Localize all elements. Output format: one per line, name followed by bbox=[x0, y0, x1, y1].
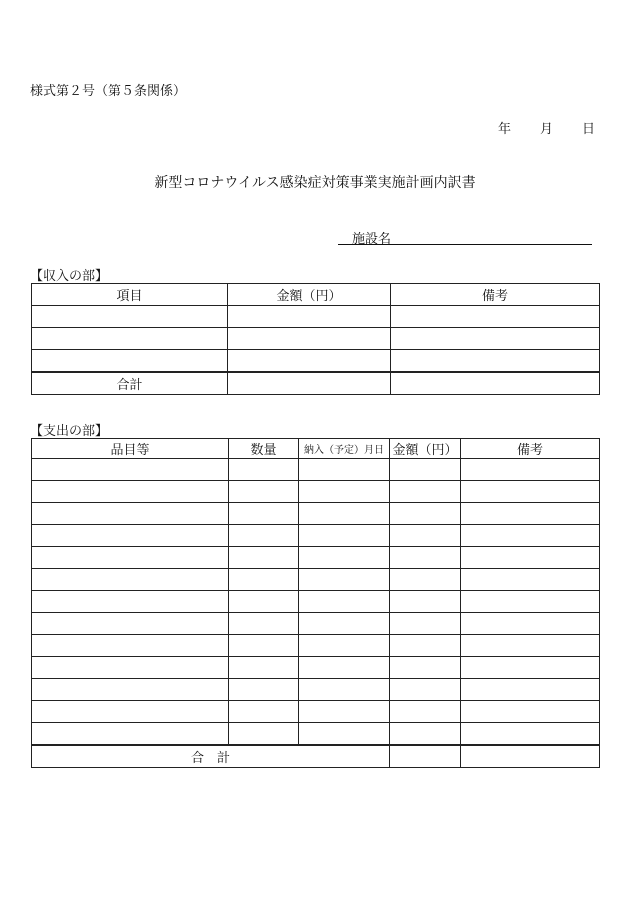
income-row bbox=[32, 306, 600, 328]
income-section-label: 【収入の部】 bbox=[30, 269, 109, 284]
income-header-amount: 金額（円） bbox=[228, 284, 391, 306]
income-table bbox=[31, 283, 600, 395]
expense-cell[interactable] bbox=[32, 459, 229, 481]
income-cell[interactable] bbox=[391, 328, 600, 350]
expense-row bbox=[32, 547, 600, 569]
expense-cell[interactable] bbox=[461, 679, 600, 701]
expense-cell[interactable] bbox=[299, 635, 390, 657]
expense-cell[interactable] bbox=[299, 459, 390, 481]
expense-cell[interactable] bbox=[390, 723, 461, 746]
expense-row bbox=[32, 635, 600, 657]
expense-cell[interactable] bbox=[229, 701, 299, 723]
expense-cell[interactable] bbox=[229, 569, 299, 591]
expense-cell[interactable] bbox=[32, 723, 229, 746]
facility-label: 施設名 bbox=[352, 232, 392, 247]
expense-cell[interactable] bbox=[461, 459, 600, 481]
expense-cell[interactable] bbox=[229, 613, 299, 635]
expense-cell[interactable] bbox=[229, 525, 299, 547]
expense-total-remarks[interactable] bbox=[461, 745, 600, 768]
expense-cell[interactable] bbox=[390, 547, 461, 569]
date-month: 月 bbox=[540, 122, 554, 137]
expense-cell[interactable] bbox=[390, 459, 461, 481]
expense-cell[interactable] bbox=[390, 481, 461, 503]
expense-cell[interactable] bbox=[299, 525, 390, 547]
expense-cell[interactable] bbox=[461, 525, 600, 547]
income-cell[interactable] bbox=[32, 350, 228, 373]
income-total-remarks[interactable] bbox=[391, 372, 600, 395]
expense-row bbox=[32, 613, 600, 635]
expense-cell[interactable] bbox=[461, 657, 600, 679]
income-total-amount[interactable] bbox=[228, 372, 391, 395]
expense-cell[interactable] bbox=[461, 635, 600, 657]
expense-header-amount: 金額（円） bbox=[390, 439, 461, 459]
income-total-label: 合計 bbox=[32, 372, 228, 395]
expense-cell[interactable] bbox=[32, 591, 229, 613]
expense-total-label: 合 計 bbox=[32, 745, 390, 768]
document-title: 新型コロナウイルス感染症対策事業実施計画内訳書 bbox=[154, 175, 476, 191]
expense-cell[interactable] bbox=[299, 503, 390, 525]
expense-header-quantity: 数量 bbox=[229, 439, 299, 459]
income-row bbox=[32, 350, 600, 373]
expense-cell[interactable] bbox=[461, 547, 600, 569]
expense-cell[interactable] bbox=[32, 547, 229, 569]
expense-cell[interactable] bbox=[299, 481, 390, 503]
expense-cell[interactable] bbox=[32, 503, 229, 525]
income-cell[interactable] bbox=[228, 328, 391, 350]
income-total-row bbox=[32, 372, 600, 395]
facility-name-field[interactable] bbox=[338, 228, 592, 245]
expense-header-delivery-date: 納入（予定）月日 bbox=[299, 439, 390, 459]
expense-cell[interactable] bbox=[299, 591, 390, 613]
expense-row bbox=[32, 481, 600, 503]
expense-cell[interactable] bbox=[229, 635, 299, 657]
expense-table bbox=[31, 438, 600, 768]
expense-cell[interactable] bbox=[229, 503, 299, 525]
expense-cell[interactable] bbox=[229, 459, 299, 481]
expense-header-row bbox=[32, 439, 600, 459]
income-cell[interactable] bbox=[228, 306, 391, 328]
income-row bbox=[32, 328, 600, 350]
expense-cell[interactable] bbox=[390, 657, 461, 679]
income-header-remarks: 備考 bbox=[391, 284, 600, 306]
income-cell[interactable] bbox=[228, 350, 391, 373]
expense-row bbox=[32, 525, 600, 547]
expense-header-item: 品目等 bbox=[32, 439, 229, 459]
expense-cell[interactable] bbox=[229, 481, 299, 503]
expense-cell[interactable] bbox=[299, 657, 390, 679]
expense-cell[interactable] bbox=[461, 569, 600, 591]
expense-cell[interactable] bbox=[390, 525, 461, 547]
income-cell[interactable] bbox=[391, 306, 600, 328]
expense-cell[interactable] bbox=[229, 657, 299, 679]
expense-cell[interactable] bbox=[32, 481, 229, 503]
income-cell[interactable] bbox=[32, 306, 228, 328]
expense-cell[interactable] bbox=[390, 591, 461, 613]
expense-row bbox=[32, 591, 600, 613]
expense-total-amount[interactable] bbox=[390, 745, 461, 768]
expense-cell[interactable] bbox=[229, 723, 299, 746]
expense-cell[interactable] bbox=[390, 503, 461, 525]
expense-cell[interactable] bbox=[299, 613, 390, 635]
expense-cell[interactable] bbox=[229, 591, 299, 613]
income-cell[interactable] bbox=[391, 350, 600, 373]
expense-cell[interactable] bbox=[32, 701, 229, 723]
expense-cell[interactable] bbox=[229, 547, 299, 569]
expense-cell[interactable] bbox=[390, 569, 461, 591]
expense-cell[interactable] bbox=[390, 701, 461, 723]
expense-row bbox=[32, 723, 600, 746]
expense-section-label: 【支出の部】 bbox=[30, 424, 109, 439]
form-number: 様式第２号（第５条関係） bbox=[30, 84, 187, 99]
expense-cell[interactable] bbox=[32, 657, 229, 679]
expense-cell[interactable] bbox=[299, 547, 390, 569]
expense-cell[interactable] bbox=[299, 723, 390, 746]
expense-cell[interactable] bbox=[461, 613, 600, 635]
expense-cell[interactable] bbox=[32, 525, 229, 547]
expense-row bbox=[32, 503, 600, 525]
expense-cell[interactable] bbox=[32, 679, 229, 701]
expense-cell[interactable] bbox=[32, 569, 229, 591]
expense-cell[interactable] bbox=[32, 635, 229, 657]
expense-row bbox=[32, 701, 600, 723]
expense-row bbox=[32, 657, 600, 679]
expense-cell[interactable] bbox=[32, 613, 229, 635]
expense-cell[interactable] bbox=[299, 569, 390, 591]
expense-cell[interactable] bbox=[390, 679, 461, 701]
income-cell[interactable] bbox=[32, 328, 228, 350]
expense-cell[interactable] bbox=[461, 481, 600, 503]
date-year: 年 bbox=[498, 122, 512, 137]
expense-header-remarks: 備考 bbox=[461, 439, 600, 459]
expense-row bbox=[32, 679, 600, 701]
expense-cell[interactable] bbox=[229, 679, 299, 701]
income-header-row bbox=[32, 284, 600, 306]
expense-cell[interactable] bbox=[461, 723, 600, 746]
expense-row bbox=[32, 569, 600, 591]
expense-cell[interactable] bbox=[461, 591, 600, 613]
expense-cell[interactable] bbox=[461, 503, 600, 525]
expense-cell[interactable] bbox=[299, 679, 390, 701]
expense-row bbox=[32, 459, 600, 481]
expense-total-row bbox=[32, 745, 600, 768]
expense-cell[interactable] bbox=[390, 613, 461, 635]
date-day: 日 bbox=[582, 122, 596, 137]
expense-cell[interactable] bbox=[390, 635, 461, 657]
income-header-item: 項目 bbox=[32, 284, 228, 306]
expense-cell[interactable] bbox=[461, 701, 600, 723]
expense-cell[interactable] bbox=[299, 701, 390, 723]
